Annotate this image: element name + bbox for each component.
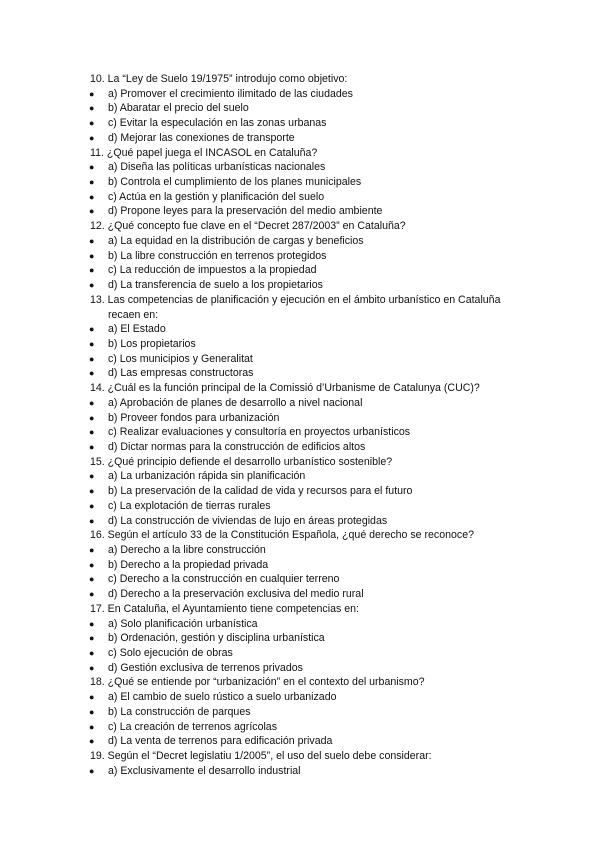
bullet-icon: ● — [89, 162, 95, 173]
bullet-icon: ● — [89, 559, 95, 570]
bullet-icon: ● — [89, 471, 95, 482]
question-19: 19. Según el “Decret legislatiu 1/2005”, el uso del suelo debe considerar: — [90, 750, 432, 763]
question-16: 16. Según el artículo 33 de la Constitución Española, ¿qué derecho se reconoce? — [90, 529, 474, 542]
document-page — [0, 72, 600, 779]
question-13-option-a: ● a) El Estado — [89, 323, 166, 336]
question-10-option-a: ● a) Promover el crecimiento ilimitado de las ciudades — [89, 87, 353, 100]
question-11-option-b: ● b) Controla el cumplimiento de los planes municipales — [89, 176, 362, 189]
bullet-icon: ● — [89, 486, 95, 497]
question-14-option-d: ● d) Dictar normas para la construcción de edificios altos — [89, 440, 366, 453]
bullet-icon: ● — [89, 206, 95, 217]
bullet-icon: ● — [89, 235, 95, 246]
bullet-icon: ● — [89, 397, 95, 408]
bullet-icon: ● — [89, 250, 95, 261]
bullet-icon: ● — [89, 692, 95, 703]
bullet-icon: ● — [89, 589, 95, 600]
bullet-icon: ● — [89, 500, 95, 511]
bullet-icon: ● — [89, 324, 95, 335]
question-15-option-c: ● c) La explotación de tierras rurales — [89, 499, 271, 512]
bullet-icon: ● — [89, 736, 95, 747]
bullet-icon: ● — [89, 88, 95, 99]
bullet-icon: ● — [89, 441, 95, 452]
bullet-icon: ● — [89, 574, 95, 585]
bullet-icon: ● — [89, 662, 95, 673]
question-14-option-a: ● a) Aprobación de planes de desarrollo a nivel nacional — [89, 396, 363, 409]
question-11: 11. ¿Qué papel juega el INCASOL en Cataluña? — [90, 146, 318, 159]
bullet-icon: ● — [89, 721, 95, 732]
question-13-option-d: ● d) Las empresas constructoras — [89, 367, 254, 380]
bullet-icon: ● — [89, 338, 95, 349]
bullet-icon: ● — [89, 353, 95, 364]
question-12-option-d: ● d) La transferencia de suelo a los propietarios — [89, 279, 323, 292]
bullet-icon: ● — [89, 368, 95, 379]
question-12: 12. ¿Qué concepto fue clave en el “Decret 287/2003” en Cataluña? — [90, 220, 406, 233]
question-17-option-d: ● d) Gestión exclusiva de terrenos privados — [89, 661, 303, 674]
question-16-option-a: ● a) Derecho a la libre construcción — [89, 544, 266, 556]
question-10-option-c: ● c) Evitar la especulación en las zonas urbanas — [89, 117, 327, 130]
question-11-option-d: ● d) Propone leyes para la preservación del medio ambiente — [89, 205, 383, 218]
question-15-option-a: ● a) La urbanización rápida sin planificación — [89, 470, 306, 483]
question-17-option-a: ● a) Solo planificación urbanística — [89, 617, 258, 630]
question-18-option-c: ● c) La creación de terrenos agrícolas — [89, 720, 277, 733]
question-17: 17. En Cataluña, el Ayuntamiento tiene competencias en: — [90, 602, 359, 615]
question-18-option-a: ● a) El cambio de suelo rústico a suelo urbanizado — [89, 691, 337, 704]
question-10-option-d: ● d) Mejorar las conexiones de transporte — [89, 131, 295, 144]
question-16-option-b: ● b) Derecho a la propiedad privada — [89, 558, 269, 571]
bullet-icon: ● — [89, 515, 95, 526]
bullet-icon: ● — [89, 103, 95, 114]
bullet-icon: ● — [89, 765, 95, 776]
bullet-icon: ● — [89, 265, 95, 276]
question-12-option-b: ● b) La libre construcción en terrenos protegidos — [89, 249, 327, 262]
question-18-option-d: ● d) La venta de terrenos para edificación privada — [89, 735, 333, 748]
question-18-option-b: ● b) La construcción de parques — [89, 705, 251, 718]
question-16-option-c: ● c) Derecho a la construcción en cualquier terreno — [89, 573, 340, 586]
bullet-icon: ● — [89, 633, 95, 644]
question-13-option-c: ● c) Los municipios y Generalitat — [89, 352, 253, 365]
question-13-continuation: recaen en: — [108, 308, 159, 321]
question-15-option-b: ● b) La preservación de la calidad de vida y recursos para el futuro — [89, 485, 413, 498]
bullet-icon: ● — [89, 412, 95, 423]
question-15-option-d: ● d) La construcción de viviendas de lujo en áreas protegidas — [89, 514, 388, 527]
bullet-icon: ● — [89, 132, 95, 143]
bullet-icon: ● — [89, 427, 95, 438]
question-14: 14. ¿Cuál es la función principal de la Comissió d’Urbanisme de Catalunya (CUC)? — [90, 382, 480, 395]
question-14-option-b: ● b) Proveer fondos para urbanización — [89, 411, 280, 424]
question-13-option-b: ● b) Los propietarios — [89, 337, 196, 350]
question-18: 18. ¿Qué se entiende por “urbanización” en el contexto del urbanismo? — [90, 676, 425, 689]
question-17-option-b: ● b) Ordenación, gestión y disciplina urbanística — [89, 632, 325, 645]
bullet-icon: ● — [89, 177, 95, 188]
bullet-icon: ● — [89, 706, 95, 717]
question-19-option-a: ● a) Exclusivamente el desarrollo industrial — [89, 764, 301, 777]
question-12-option-a: ● a) La equidad en la distribución de cargas y beneficios — [89, 234, 364, 247]
bullet-icon: ● — [89, 648, 95, 659]
question-12-option-c: ● c) La reducción de impuestos a la propiedad — [89, 264, 317, 277]
question-11-option-c: ● c) Actúa en la gestión y planificación del suelo — [89, 190, 325, 203]
bullet-icon: ● — [89, 118, 95, 129]
bullet-icon: ● — [89, 618, 95, 629]
question-11-option-a: ● a) Diseña las políticas urbanísticas nacionales — [89, 161, 326, 174]
question-13: 13. Las competencias de planificación y ejecución en el ámbito urbanístico en Cataluña — [90, 293, 501, 306]
question-15: 15. ¿Qué principio defiende el desarrollo urbanístico sostenible? — [90, 455, 393, 468]
question-14-option-c: ● c) Realizar evaluaciones y consultoría en proyectos urbanísticos — [89, 426, 411, 439]
question-16-option-d: ● d) Derecho a la preservación exclusiva del medio rural — [89, 588, 364, 601]
question-17-option-c: ● c) Solo ejecución de obras — [89, 647, 233, 660]
bullet-icon: ● — [89, 545, 95, 555]
bullet-icon: ● — [89, 280, 95, 291]
question-10-option-b: ● b) Abaratar el precio del suelo — [89, 102, 249, 115]
bullet-icon: ● — [89, 191, 95, 202]
question-10: 10. La “Ley de Suelo 19/1975” introdujo como objetivo: — [90, 73, 348, 85]
